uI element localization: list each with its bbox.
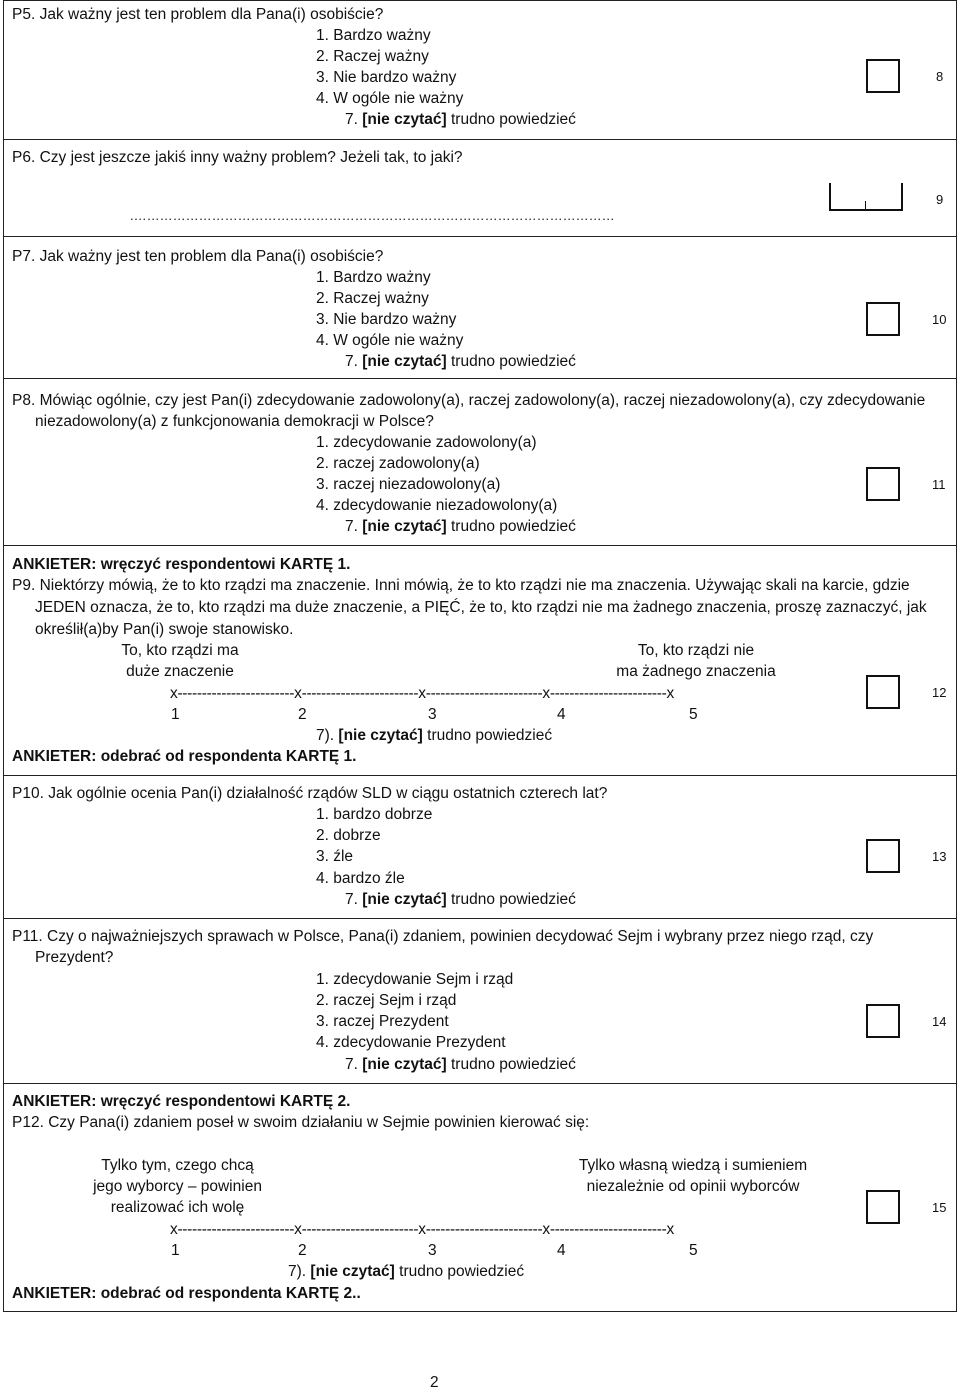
section-divider [3, 378, 957, 379]
p11-answer-box[interactable] [866, 1004, 900, 1038]
p12-left-anchor-line-3: realizować ich wolę [110, 1199, 245, 1216]
p7-option-2: 2. Raczej ważny [316, 290, 429, 307]
p12-right-anchor-line-1: Tylko własną wiedzą i sumieniem [578, 1157, 808, 1174]
p10-option-4: 4. bardzo źle [316, 870, 405, 887]
p9-right-anchor-line-2: ma żadnego znaczenia [616, 663, 776, 680]
p11-option-1: 1. zdecydowanie Sejm i rząd [316, 971, 514, 988]
p11-option-3: 3. raczej Prezydent [316, 1013, 449, 1030]
p8-question-line-2: niezadowolony(a) z funkcjonowania demokracji w Polsce? [35, 413, 434, 430]
p10-code: 13 [932, 849, 947, 864]
p12-option-dont-know: 7). [nie czytać] trudno powiedzieć [288, 1263, 525, 1280]
p12-scale-number-3: 3 [428, 1242, 437, 1259]
p12-right-anchor-line-2: niezależnie od opinii wyborców [586, 1178, 800, 1195]
section-divider [3, 918, 957, 919]
p9-question-line-1: P9. Niektórzy mówią, że to kto rządzi ma znaczenie. Inni mówią, że to kto rządzi nie ma znaczenia. Używając skali na karcie, gdzie [12, 577, 910, 594]
p9-scale-number-5: 5 [689, 706, 698, 723]
section-divider [3, 775, 957, 776]
p9-interviewer-instruction-take: ANKIETER: odebrać od respondenta KARTĘ 1. [12, 748, 357, 765]
p5-option-2: 2. Raczej ważny [316, 48, 429, 65]
p11-question-line-1: P11. Czy o najważniejszych sprawach w Polsce, Pana(i) zdaniem, powinien decydować Sejm i wybrany przez niego rząd, czy [12, 928, 874, 945]
p6-code-field[interactable] [829, 183, 903, 211]
section-divider [3, 1083, 957, 1084]
p9-left-anchor-line-2: duże znaczenie [126, 663, 234, 680]
p11-option-dont-know: 7. [nie czytać] trudno powiedzieć [345, 1056, 576, 1073]
p5-option-dont-know: 7. [nie czytać] trudno powiedzieć [345, 111, 576, 128]
p9-question-line-2: JEDEN oznacza, że to, kto rządzi ma duże znaczenie, a PIĘĆ, że to, kto rządzi nie ma żadnego znaczenia, proszę zaznaczyć, jak [35, 599, 927, 616]
section-divider [3, 545, 957, 546]
page-number: 2 [430, 1374, 439, 1391]
p8-answer-box[interactable] [866, 467, 900, 501]
p5-option-3: 3. Nie bardzo ważny [316, 69, 457, 86]
p6-answer-line: .………………………………………………………………………………………………… [130, 208, 615, 223]
p10-answer-box[interactable] [866, 839, 900, 873]
p10-option-dont-know: 7. [nie czytać] trudno powiedzieć [345, 891, 576, 908]
p9-question-line-3: określił(a)by Pan(i) swoje stanowisko. [35, 621, 294, 638]
p9-scale-number-4: 4 [557, 706, 566, 723]
p8-option-2: 2. raczej zadowolony(a) [316, 455, 480, 472]
p6-question: P6. Czy jest jeszcze jakiś inny ważny problem? Jeżeli tak, to jaki? [12, 149, 463, 166]
p8-option-1: 1. zdecydowanie zadowolony(a) [316, 434, 537, 451]
p12-scale-line: x------------------------x------------------------x------------------------x------------------------x [170, 1221, 674, 1238]
p9-left-anchor-line-1: To, kto rządzi ma [121, 642, 239, 659]
p10-option-2: 2. dobrze [316, 827, 381, 844]
p12-scale-number-2: 2 [298, 1242, 307, 1259]
p10-option-3: 3. źle [316, 848, 354, 865]
p5-answer-box[interactable] [866, 59, 900, 93]
p12-question: P12. Czy Pana(i) zdaniem poseł w swoim działaniu w Sejmie powinien kierować się: [12, 1114, 590, 1131]
p7-option-3: 3. Nie bardzo ważny [316, 311, 457, 328]
p9-scale-number-3: 3 [428, 706, 437, 723]
p7-option-1: 1. Bardzo ważny [316, 269, 431, 286]
p9-answer-box[interactable] [866, 675, 900, 709]
p7-option-dont-know: 7. [nie czytać] trudno powiedzieć [345, 353, 576, 370]
p12-left-anchor-line-2: jego wyborcy – powinien [93, 1178, 262, 1195]
p12-interviewer-instruction-take: ANKIETER: odebrać od respondenta KARTĘ 2.. [12, 1285, 361, 1302]
p11-code: 14 [932, 1014, 947, 1029]
p12-answer-box[interactable] [866, 1190, 900, 1224]
p11-option-4: 4. zdecydowanie Prezydent [316, 1034, 506, 1051]
p5-question: P5. Jak ważny jest ten problem dla Pana(i) osobiście? [12, 6, 384, 23]
p11-option-2: 2. raczej Sejm i rząd [316, 992, 457, 1009]
p10-option-1: 1. bardzo dobrze [316, 806, 433, 823]
p5-option-4: 4. W ogóle nie ważny [316, 90, 464, 107]
p9-right-anchor-line-1: To, kto rządzi nie [637, 642, 755, 659]
p10-question: P10. Jak ogólnie ocenia Pan(i) działalność rządów SLD w ciągu ostatnich czterech lat? [12, 785, 608, 802]
p12-code: 15 [932, 1200, 947, 1215]
p7-option-4: 4. W ogóle nie ważny [316, 332, 464, 349]
p9-interviewer-instruction-give: ANKIETER: wręczyć respondentowi KARTĘ 1. [12, 556, 351, 573]
p12-scale-number-4: 4 [557, 1242, 566, 1259]
p9-scale-number-1: 1 [171, 706, 180, 723]
p12-interviewer-instruction-give: ANKIETER: wręczyć respondentowi KARTĘ 2. [12, 1093, 351, 1110]
p11-question-line-2: Prezydent? [35, 949, 114, 966]
p12-scale-number-5: 5 [689, 1242, 698, 1259]
p12-scale-number-1: 1 [171, 1242, 180, 1259]
p8-option-dont-know: 7. [nie czytać] trudno powiedzieć [345, 518, 576, 535]
p8-code: 11 [932, 477, 946, 492]
p8-option-3: 3. raczej niezadowolony(a) [316, 476, 501, 493]
section-divider [3, 139, 957, 140]
p12-left-anchor-line-1: Tylko tym, czego chcą [101, 1157, 254, 1174]
p7-question: P7. Jak ważny jest ten problem dla Pana(i) osobiście? [12, 248, 384, 265]
p9-scale-number-2: 2 [298, 706, 307, 723]
p6-code: 9 [936, 192, 944, 207]
p8-question-line-1: P8. Mówiąc ogólnie, czy jest Pan(i) zdecydowanie zadowolony(a), raczej zadowolony(a), raczej niezadowolony(a), czy zdecydowanie [12, 392, 926, 409]
p7-answer-box[interactable] [866, 302, 900, 336]
p5-option-1: 1. Bardzo ważny [316, 27, 431, 44]
p9-option-dont-know: 7). [nie czytać] trudno powiedzieć [316, 727, 553, 744]
p7-code: 10 [932, 312, 947, 327]
p9-code: 12 [932, 685, 947, 700]
p5-code: 8 [936, 69, 944, 84]
p9-scale-line: x------------------------x------------------------x------------------------x------------------------x [170, 685, 674, 702]
section-divider [3, 236, 957, 237]
p8-option-4: 4. zdecydowanie niezadowolony(a) [316, 497, 558, 514]
